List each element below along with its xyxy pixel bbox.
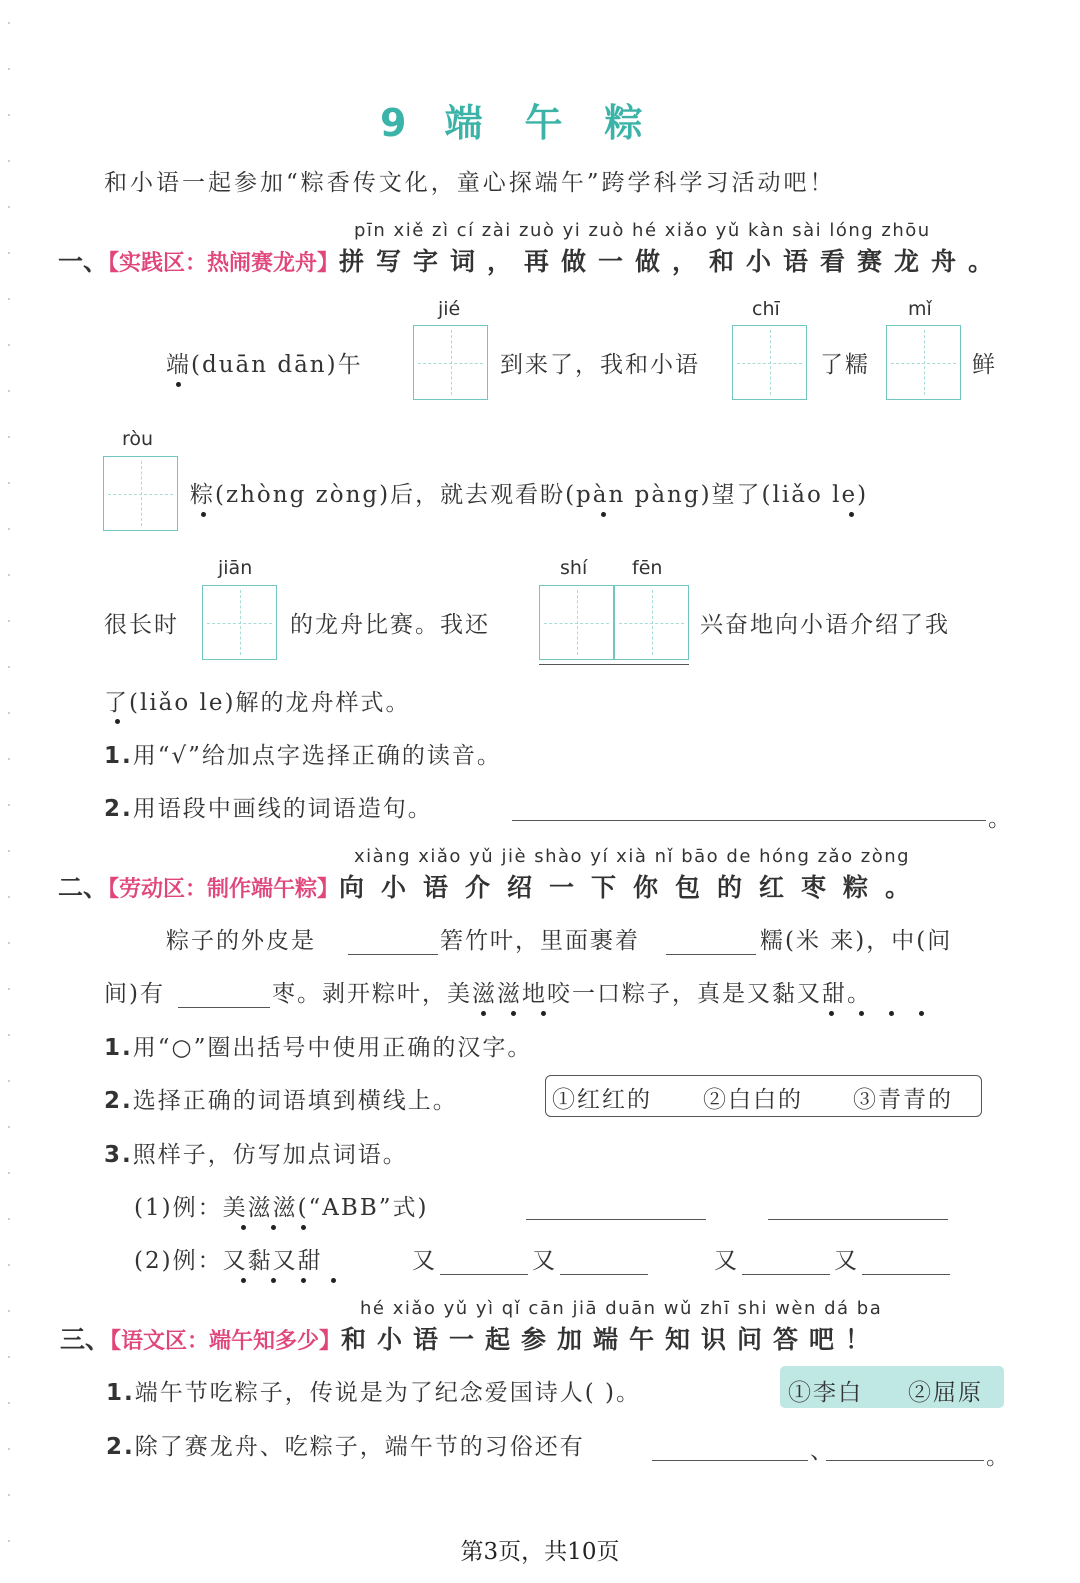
section3-text: 和小语一起参加端午知识问答吧！ xyxy=(341,1325,882,1354)
answer-line-abb-2[interactable] xyxy=(768,1219,948,1220)
char-box-fen[interactable] xyxy=(614,585,689,660)
char-box-jian[interactable] xyxy=(202,585,277,660)
section1-pinyin: pīn xiě zì cí zài zuò yi zuò hé xiǎo yǔ kàn sài lóng zhōu xyxy=(354,220,931,241)
answer-line-abb-1[interactable] xyxy=(526,1219,706,1220)
pinyin-rou: ròu xyxy=(122,428,154,450)
section2-para2-a: 间)有 xyxy=(104,981,165,1007)
section2-q1: 1.用“○”圈出括号中使用正确的汉字。 xyxy=(104,1035,533,1061)
section1-label: 一、 xyxy=(58,247,109,276)
period: 。 xyxy=(988,806,1013,832)
emphasis-dot xyxy=(331,1278,336,1283)
answer-line-custom-2[interactable] xyxy=(826,1460,984,1461)
emphasis-dot xyxy=(859,1011,864,1016)
section2-text: 向小语介绍一下你包的红枣粽。 xyxy=(339,873,928,902)
answer-line-you-2[interactable] xyxy=(560,1274,648,1275)
passage-line1-b: 到来了，我和小语 xyxy=(500,352,700,378)
emphasis-dot xyxy=(541,1011,546,1016)
blank-1[interactable] xyxy=(348,954,438,955)
left-margin-dots xyxy=(8,0,10,1583)
pinyin-jie: jié xyxy=(438,298,461,320)
section3-q1: 1.端午节吃粽子，传说是为了纪念爱国诗人( )。 xyxy=(106,1380,642,1406)
section1-q2: 2.用语段中画线的词语造句。 xyxy=(104,796,433,822)
section2-tag: 【劳动区：制作端午粽】 xyxy=(108,877,340,902)
section2-q3: 3.照样子，仿写加点词语。 xyxy=(104,1142,408,1168)
section2-para1-b: 箬竹叶，里面裹着 xyxy=(440,928,640,954)
section1-text: 拼写字词，再做一做，和小语看赛龙舟。 xyxy=(339,247,1006,276)
option-2: ②白白的 xyxy=(703,1087,803,1113)
emphasis-dot xyxy=(511,1011,516,1016)
title-char-3: 粽 xyxy=(604,101,647,145)
pinyin-fen: fēn xyxy=(632,557,663,579)
answer-line-sentence[interactable] xyxy=(512,820,986,821)
emphasis-dot xyxy=(481,1011,486,1016)
you-char: 又 xyxy=(714,1248,739,1274)
emphasis-dot xyxy=(601,512,606,517)
char-box-chi[interactable] xyxy=(732,325,807,400)
example-2: (2)例：又黏又甜 xyxy=(134,1248,323,1274)
option-li-bai: ①李白 xyxy=(788,1380,863,1406)
answer-line-you-4[interactable] xyxy=(862,1274,950,1275)
emphasis-dot xyxy=(271,1225,276,1230)
section3-heading xyxy=(60,1320,881,1356)
answer-line-custom-1[interactable] xyxy=(652,1460,808,1461)
answer-line-you-1[interactable] xyxy=(440,1274,528,1275)
emphasis-dot xyxy=(889,1011,894,1016)
section2-para2-b: 枣。剥开粽叶，美滋滋地咬一口粽子，真是又黏又甜。 xyxy=(272,981,872,1007)
section1-heading xyxy=(58,242,1005,278)
page-title xyxy=(380,92,647,147)
section3-tag: 【语文区：端午知多少】 xyxy=(110,1329,342,1354)
emphasis-dot xyxy=(176,382,181,387)
emphasis-dot xyxy=(301,1278,306,1283)
intro-text: 和小语一起参加“粽香传文化，童心探端午”跨学科学习活动吧！ xyxy=(104,170,836,196)
passage-line1-a: 端(duān dān)午 xyxy=(166,352,363,378)
passage-line3-a: 很长时 xyxy=(104,612,179,638)
you-char: 又 xyxy=(412,1248,437,1274)
passage-line2: 粽(zhòng zòng)后，就去观看盼(pàn pàng)望了(liǎo le) xyxy=(190,482,869,508)
passage-line3-c: 兴奋地向小语介绍了我 xyxy=(700,612,950,638)
title-char-2: 午 xyxy=(524,101,567,145)
emphasis-dot xyxy=(829,1011,834,1016)
char-box-shi[interactable] xyxy=(539,585,614,660)
section1-q1: 1.用“√”给加点字选择正确的读音。 xyxy=(104,743,502,769)
section3-label: 三、 xyxy=(60,1325,111,1354)
char-box-jie[interactable] xyxy=(413,325,488,400)
char-box-mi[interactable] xyxy=(886,325,961,400)
passage-line3-b: 的龙舟比赛。我还 xyxy=(290,612,490,638)
section2-para1-a: 粽子的外皮是 xyxy=(166,928,316,954)
option-3: ③青青的 xyxy=(853,1087,953,1113)
pinyin-jian: jiān xyxy=(218,557,253,579)
emphasis-dot xyxy=(919,1011,924,1016)
passage-line4: 了(liǎo le)解的龙舟样式。 xyxy=(104,690,411,716)
emphasis-dot xyxy=(271,1278,276,1283)
separator: 、 xyxy=(810,1438,835,1464)
section2-pinyin: xiàng xiǎo yǔ jiè shào yí xià nǐ bāo de hóng zǎo zòng xyxy=(354,846,911,867)
emphasis-dot xyxy=(201,512,206,517)
pinyin-shi: shí xyxy=(560,557,588,579)
period: 。 xyxy=(986,1444,1011,1470)
underline-shifen xyxy=(539,664,689,665)
blank-3[interactable] xyxy=(178,1007,270,1008)
lesson-number: 9 xyxy=(380,101,411,145)
section3-q2: 2.除了赛龙舟、吃粽子，端午节的习俗还有 xyxy=(106,1434,585,1460)
emphasis-dot xyxy=(115,719,120,724)
pinyin-mi: mǐ xyxy=(908,298,932,320)
section3-pinyin: hé xiǎo yǔ yì qǐ cān jiā duān wǔ zhī shi wèn dá ba xyxy=(360,1298,883,1319)
section2-label: 二、 xyxy=(58,873,109,902)
section2-heading xyxy=(58,868,927,904)
passage-line1-d: 鲜 xyxy=(972,352,997,378)
blank-2[interactable] xyxy=(666,954,756,955)
title-char-1: 端 xyxy=(444,101,487,145)
emphasis-dot xyxy=(849,512,854,517)
pinyin-chi: chī xyxy=(752,298,780,320)
char-box-rou[interactable] xyxy=(103,456,178,531)
answer-line-you-3[interactable] xyxy=(742,1274,830,1275)
section1-tag: 【实践区：热闹赛龙舟】 xyxy=(108,251,340,276)
option-1: ①红红的 xyxy=(552,1087,652,1113)
section2-q2: 2.选择正确的词语填到横线上。 xyxy=(104,1088,458,1114)
you-char: 又 xyxy=(532,1248,557,1274)
passage-line1-c: 了糯 xyxy=(820,352,870,378)
section2-para1-c: 糯(米 来)，中(问 xyxy=(760,928,953,954)
emphasis-dot xyxy=(241,1278,246,1283)
emphasis-dot xyxy=(301,1225,306,1230)
you-char: 又 xyxy=(834,1248,859,1274)
option-qu-yuan: ②屈原 xyxy=(908,1380,983,1406)
page-footer: 第3页，共10页 xyxy=(460,1539,620,1565)
emphasis-dot xyxy=(241,1225,246,1230)
example-1: (1)例：美滋滋(“ABB”式) xyxy=(134,1195,429,1221)
